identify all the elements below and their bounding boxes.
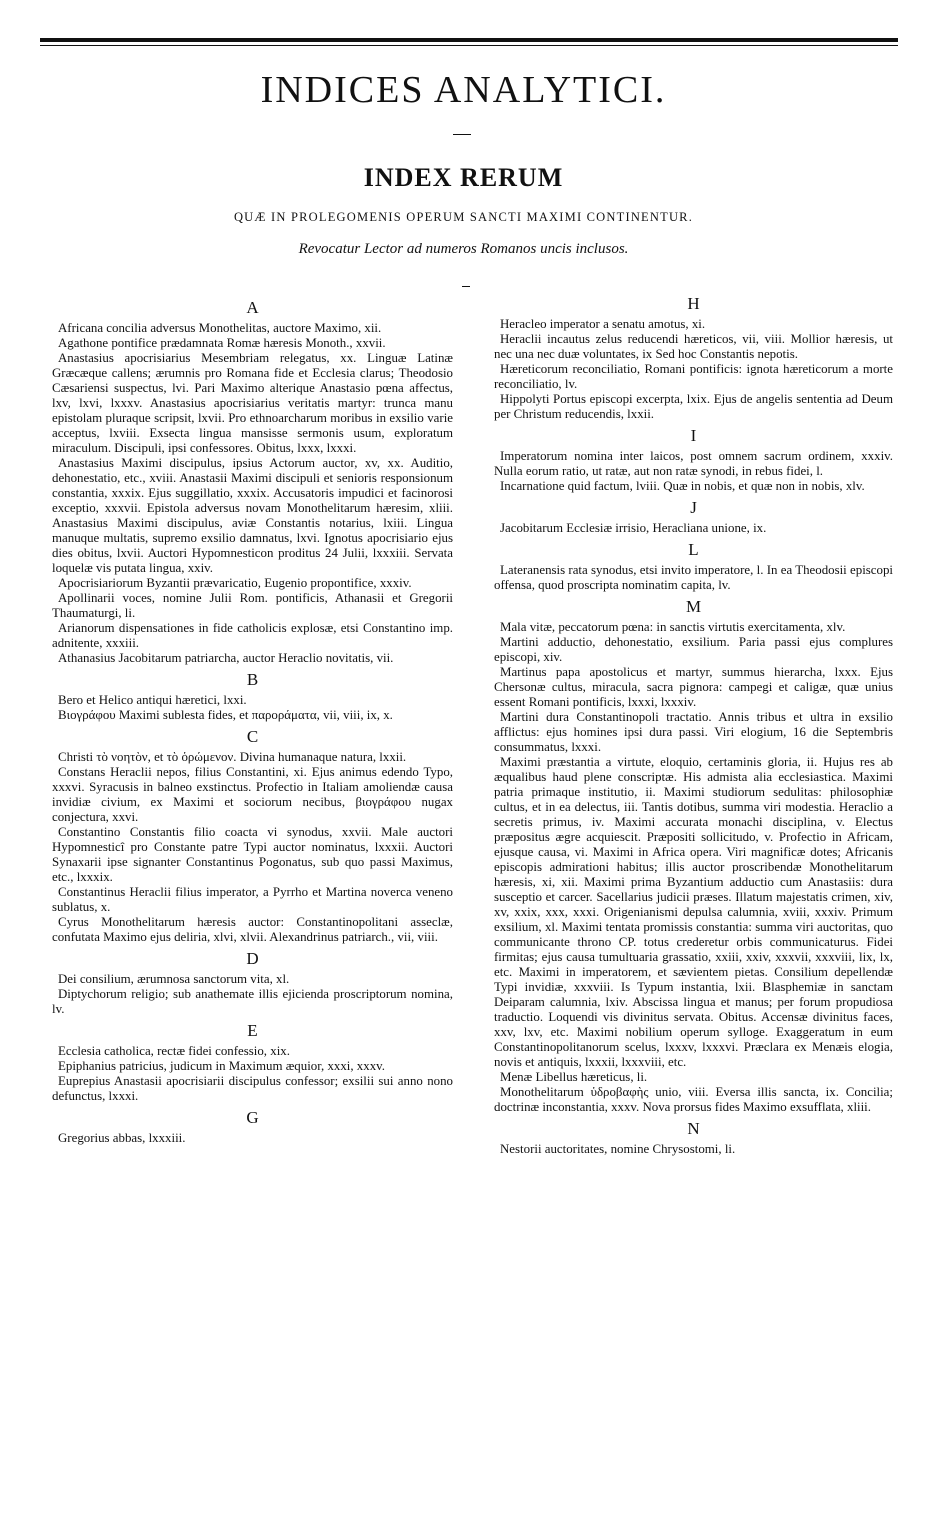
index-entry: Heraclii incautus zelus reducendi hæreticos, vii, viii. Mollior hæresis, ut nec una nec duæ voluntates, ix Sed hoc Constantis nepotis. — [494, 332, 893, 361]
index-entry: Athanasius Jacobitarum patriarcha, auctor Heraclio novitatis, vii. — [58, 651, 394, 665]
section-c — [52, 729, 453, 945]
index-entry: Arianorum dispensationes in fide catholicis explosæ, etsi Constantino imp. adnitente, xxxiii. — [52, 621, 453, 650]
section-letter: N — [687, 1119, 700, 1138]
index-entry: Jacobitarum Ecclesiæ irrisio, Heracliana unione, ix. — [500, 521, 767, 535]
index-entry: Apocrisiariorum Byzantii prævaricatio, Eugenio propontifice, xxxiv. — [58, 576, 412, 590]
section-letter: M — [685, 597, 702, 616]
index-entry: Βιογράφου Maximi sublesta fides, et παροράματα, vii, viii, ix, x. — [58, 708, 393, 722]
index-entry: Incarnatione quid factum, lviii. Quæ in nobis, et quæ non in nobis, xlv. — [500, 479, 865, 493]
section-d — [52, 951, 453, 1017]
section-b — [52, 672, 453, 723]
index-entry: Anastasius Maximi discipulus, ipsius Actorum auctor, xv, xx. Auditio, dehonestatio, etc., xviii. Anastasii Maximi discipuli et senioris responsionum constantia, xxxix. Ejus suggillatio, xxxix. Accusatoris impudici et facinorosi exceptio, xxxvii. Epistola adversus novam Monothelitarum hæresim, xliii. Anastasius Maximi discipulus, aviæ Constantis notarius, lxiii. Lingua manuque multatis, supremo exsilio damnatus, lxvi. Ignotus apocrisiario ejus dies obitus, lxvii. Auctori Hypomnesticon proditus 24 Julii, lxxxiii. Servata loquelæ vis putata lingua, xxiv. — [52, 456, 453, 575]
index-entry: Agathone pontifice prædamnata Romæ hæresis Monoth., xxvii. — [58, 336, 386, 350]
index-entry: Nestorii auctoritates, nomine Chrysostomi, li. — [500, 1142, 736, 1156]
title-divider — [453, 134, 471, 135]
section-letter: L — [688, 540, 699, 559]
page-title: INDICES ANALYTICI. — [260, 69, 667, 111]
index-entry: Maximi præstantia a virtute, eloquio, certaminis gloria, ii. Hujus res ab æqualibus haud plene conscriptæ. His admista alia ecclesiastica. Maximi patria primaque institutio, ii. Maximi studiorum sedulitas: philosophiæ cultus, et in ea delectus, iii. Tantis dotibus, summa viri modestia. Heraclio a secretis primus, iv. Maximi accurata monachi disciplina, v. Electus præpositus ægre acquiescit. Præpositi sollicitudo, v. Profectio in Africam, ejusque causa, vi. Maximi in Africa opera. Viri magnificæ dotes; Africanis episcopis admirationi habitus; illis auctor proscribendæ Monothelitarum hæresis, xi, xii. Maximi prima Byzantium adductio cum Anastasiis: dura susceptio et carcer. Sacellarius judicii præses. Illatum majestatis crimen, xiv, xv, xxix, xxx, xxxi. Origenianismi depulsa calumnia, xviii, xxxiv. Primum exsilium, xl. Maximi tentata promissis constantia: summa viri auctoritas, quo communicante throno CP. totus crederetur orbis communicaturus. Fidei firmitas; ejus causa tumultuaria grassatio, xxiii, xxiv, xxxvii, xxxviii, lix, lx, etc. Maximi in imperatorem, et sævientem pietas. Consilium depellendæ Typi invidiæ, xxxviii. Is Typum instantia, lxii. Blasphemiæ in sanctam Deiparam calumnia, lxiv. Abscissa lingua et manus; per forum propudiosa traductio. Loquendi vis divinitus servata. Obitus. Accensæ divinitus faces, xxv, lxv, etc. Maximi nobilium operum sylloge. Exaggeratum in eum Constantinopolitanorum scelus, lxxxv, lxxxvi. Præclara ex Menæis elogia, novis et antiquis, lxxxii, lxxxviii, etc. — [494, 755, 893, 1069]
section-j — [494, 500, 893, 536]
index-entry: Diptychorum religio; sub anathemate illis ejicienda proscriptorum nomina, lv. — [52, 987, 453, 1016]
section-letter: H — [687, 294, 700, 313]
index-entry: Martinus papa apostolicus et martyr, summus hierarcha, lxxx. Ejus Chersonæ cultus, miracula, sacra pignora: campegi et caligæ, quæ unius essent Romani pontificis, lxxxi, lxxxiv. — [494, 665, 893, 709]
section-letter: A — [246, 298, 259, 317]
section-n — [494, 1121, 893, 1157]
right-column — [494, 290, 893, 1157]
note-divider — [462, 286, 470, 287]
index-entry: Martini adductio, dehonestatio, exsilium. Paria passi ejus complures episcopi, xiv. — [494, 635, 893, 664]
index-subheading: QUÆ IN PROLEGOMENIS OPERUM SANCTI MAXIMI CONTINENTUR. — [233, 210, 694, 224]
index-entry: Constans Heraclii nepos, filius Constantini, xi. Ejus animus edendo Typo, xxxvi. Syracusis in balneo exstinctus. Profectio in Italiam amoliendæ causa invidiæ civium, ex Maximi et sociorum necibus, βιογράφου nugax conjectura, xxvi. — [52, 765, 453, 824]
index-entry: Cyrus Monothelitarum hæresis auctor: Constantinopolitani asseclæ, confutata Maximo ejus deliria, xlvi, xlvii. Alexandrinus patriarch., vii, viii. — [52, 915, 453, 944]
section-m — [494, 599, 893, 1115]
index-entry: Christi τὸ νοητὸν, et τὸ ὁρώμενον. Divina humanaque natura, lxxii. — [58, 750, 407, 764]
index-entry: Mala vitæ, peccatorum pœna: in sanctis virtutis exercitamenta, xlv. — [500, 620, 846, 634]
section-a — [52, 300, 453, 666]
index-entry: Imperatorum nomina inter laicos, post omnem sacrum ordinem, xxxiv. Nulla eorum ratio, ut ratæ, aut non ratæ synodi, in rebus fidei, l. — [494, 449, 893, 478]
section-l — [494, 542, 893, 593]
section-letter: J — [690, 498, 697, 517]
left-column — [52, 294, 453, 1146]
section-letter: I — [690, 426, 697, 445]
index-entry: Epiphanius patricius, judicum in Maximum æquior, xxxi, xxxv. — [58, 1059, 385, 1073]
index-entry: Constantinus Heraclii filius imperator, a Pyrrho et Martina noverca veneno sublatus, x. — [52, 885, 453, 914]
index-title: INDEX RERUM — [363, 163, 564, 192]
index-entry: Monothelitarum ὑδροβαφὴς unio, viii. Eversa illis sancta, ix. Concilia; doctrinæ inconstantia, xxxv. Nova prorsus fides Maximo exsufflata, xliii. — [494, 1085, 893, 1114]
index-entry: Anastasius apocrisiarius Mesembriam relegatus, xx. Linguæ Latinæ Græcæque callens; ærumnis pro Romana fide et Ecclesia clarus; Theodosio Cæsariensi suspectus, lvi. Pari Maximo alterique Anastasio pœna affectus, lxv, lxvi, lxxxv. Anastasius apocrisiarius veritatis martyr: trunca manu epistolam pluraque scripsit, lxvii. Pro ethnoarcharum moribus in exsilio varie acceptus, lxviii. Exsecta lingua mansisse sermonis usum, exploratum miraculum. Discipuli, ipsi confessores. Obitus, lxxx, lxxxi. — [52, 351, 453, 455]
section-h — [494, 296, 893, 422]
top-rule-thin — [40, 45, 898, 46]
index-entry: Hippolyti Portus episcopi excerpta, lxix. Ejus de angelis sententia ad Deum per Christum reducendis, lxxii. — [494, 392, 893, 421]
index-entry: Hæreticorum reconciliatio, Romani pontificis: ignota hæreticorum a morte reconciliatio, lv. — [494, 362, 893, 391]
index-entry: Martini dura Constantinopoli tractatio. Annis tribus et ultra in exsilio afflictus: ejus homines ipsi dura passi. Viri elogium, 16 die Septembris consummatus, lxxxi. — [494, 710, 893, 754]
section-letter: C — [246, 727, 259, 746]
section-e — [52, 1023, 453, 1104]
index-entry: Euprepius Anastasii apocrisiarii discipulus confessor; exsilii sui anno nono defunctus, lxxxi. — [52, 1074, 453, 1103]
index-entry: Bero et Helico antiqui hæretici, lxxi. — [58, 693, 247, 707]
section-g — [52, 1110, 453, 1146]
index-entry: Constantino Constantis filio coacta vi synodus, xxvii. Male auctori Hypomnesticî pro Constante patre Typi auctor nominatus, lxxxii. Auctori Synaxarii ipse signanter Constantinus Pogonatus, sub quo passi Maximus, etc., lxxxix. — [52, 825, 453, 884]
index-entry: Ecclesia catholica, rectæ fidei confessio, xix. — [58, 1044, 290, 1058]
section-letter: G — [246, 1108, 259, 1127]
top-rule-thick — [40, 38, 898, 42]
section-i — [494, 428, 893, 494]
index-entry: Apollinarii voces, nomine Julii Rom. pontificis, Athanasii et Gregorii Thaumaturgi, li. — [52, 591, 453, 620]
index-entry: Dei consilium, ærumnosa sanctorum vita, xl. — [58, 972, 290, 986]
section-letter: B — [246, 670, 259, 689]
reader-note: Revocatur Lector ad numeros Romanos uncis inclusos. — [298, 241, 629, 257]
index-entry: Lateranensis rata synodus, etsi invito imperatore, l. In ea Theodosii episcopi offensa, quod proscripta nominatim capita, lv. — [494, 563, 893, 592]
index-entry: Africana concilia adversus Monothelitas, auctore Maximo, xii. — [58, 321, 382, 335]
index-entry: Heracleo imperator a senatu amotus, xi. — [500, 317, 706, 331]
index-entry: Gregorius abbas, lxxxiii. — [58, 1131, 186, 1145]
section-letter: E — [247, 1021, 258, 1040]
section-letter: D — [246, 949, 259, 968]
index-entry: Menæ Libellus hæreticus, li. — [500, 1070, 648, 1084]
